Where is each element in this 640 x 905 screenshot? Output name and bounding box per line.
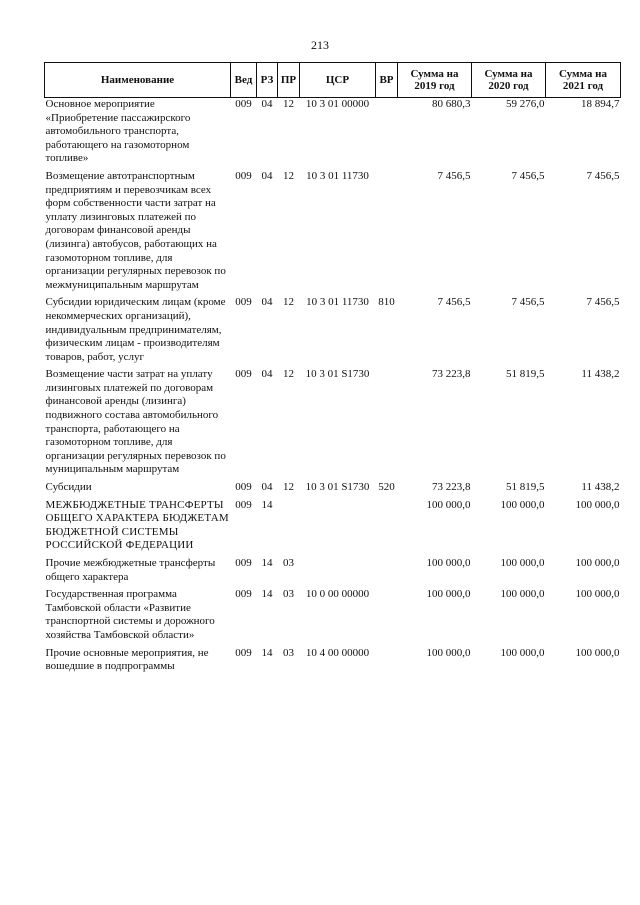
row-sum-2021: 100 000,0	[575, 646, 620, 659]
row-name: Субсидии	[45, 481, 92, 494]
row-ved: 009	[235, 557, 252, 569]
row-rz: 14	[261, 646, 273, 659]
table-row	[45, 481, 621, 499]
row-pr: 12	[283, 98, 294, 110]
row-sum-2021: 100 000,0	[575, 588, 620, 601]
row-rz: 14	[261, 588, 273, 601]
row-rz: 04	[261, 98, 273, 110]
table-header-row	[45, 63, 621, 98]
table-row	[45, 647, 621, 678]
row-sum-2019: 7 456,5	[437, 169, 471, 182]
row-sum-2019: 100 000,0	[426, 588, 471, 601]
row-name: Государственная программа Тамбовской области «Развитие транспортной системы и дорожного хозяйства Тамбовской области»	[45, 588, 215, 641]
row-csr: 10 3 01 00000	[305, 98, 370, 110]
row-pr: 03	[283, 588, 294, 601]
row-csr	[300, 499, 376, 557]
row-vr: 520	[378, 481, 395, 494]
row-vr	[376, 557, 398, 588]
row-rz: 04	[261, 481, 273, 494]
row-vr	[376, 588, 398, 646]
row-name: Возмещение автотранспортным предприятиям и перевозчикам всех форм собственности части затрат на уплату лизинговых платежей по договорам финансовой аренды (лизинга) автобусов, работающих на газомоторном топливе, для организации регулярных перевозок по межмуниципальным маршрутам	[45, 169, 226, 291]
row-pr: 12	[283, 481, 294, 494]
table-row	[45, 98, 621, 170]
row-ved: 009	[235, 588, 252, 601]
table-row	[45, 296, 621, 368]
row-ved: 009	[235, 169, 252, 182]
row-sum-2020: 7 456,5	[511, 169, 545, 182]
row-sum-2019: 100 000,0	[426, 498, 471, 511]
row-ved: 009	[235, 498, 252, 511]
row-rz: 04	[261, 368, 273, 381]
row-sum-2021: 100 000,0	[575, 498, 620, 511]
row-name: Прочие основные мероприятия, не вошедшие в подпрограммы	[45, 646, 209, 673]
row-sum-2020: 100 000,0	[500, 498, 545, 511]
row-sum-2020: 59 276,0	[506, 98, 545, 110]
row-rz: 14	[261, 557, 273, 569]
row-sum-2019: 80 680,3	[432, 98, 471, 110]
budget-table	[44, 62, 621, 678]
header-sum-2020: Сумма на 2020 год	[472, 63, 546, 98]
row-rz: 14	[261, 498, 273, 511]
row-pr: 12	[283, 296, 294, 309]
row-ved: 009	[235, 646, 252, 659]
row-ved: 009	[235, 368, 252, 381]
row-ved: 009	[235, 98, 252, 110]
row-vr	[376, 499, 398, 557]
row-sum-2019: 100 000,0	[426, 557, 471, 569]
row-sum-2021: 7 456,5	[586, 169, 620, 182]
header-vr: ВР	[376, 63, 398, 98]
row-csr	[300, 557, 376, 588]
header-name: Наименование	[45, 63, 231, 98]
row-rz: 04	[261, 169, 273, 182]
row-pr	[278, 499, 300, 557]
header-csr: ЦСР	[300, 63, 376, 98]
row-pr: 12	[283, 368, 294, 381]
row-sum-2021: 18 894,7	[581, 98, 620, 110]
row-sum-2019: 73 223,8	[432, 368, 471, 381]
row-sum-2020: 51 819,5	[506, 481, 545, 494]
row-ved: 009	[235, 481, 252, 494]
row-vr: 810	[378, 296, 395, 309]
row-sum-2019: 7 456,5	[437, 296, 471, 309]
row-csr: 10 3 01 11730	[306, 169, 369, 182]
row-sum-2021: 100 000,0	[575, 557, 620, 569]
page-number: 213	[311, 38, 329, 52]
header-ved: Вед	[231, 63, 257, 98]
table-row	[45, 499, 621, 557]
row-csr: 10 3 01 S1730	[305, 368, 370, 381]
row-sum-2020: 100 000,0	[500, 646, 545, 659]
row-name: Прочие межбюджетные трансферты общего характера	[45, 557, 216, 583]
row-rz: 04	[261, 296, 273, 309]
table-row	[45, 368, 621, 481]
row-sum-2021: 11 438,2	[581, 481, 620, 494]
row-vr	[376, 647, 398, 678]
row-csr: 10 0 00 00000	[305, 588, 370, 601]
row-name: Возмещение части затрат на уплату лизинговых платежей по договорам финансовой аренды (лизинга) подвижного состава автомобильного транспорта, работающего на газомоторном топливе, для организации регулярных перевозок по муниципальным маршрутам	[45, 368, 226, 476]
row-vr	[376, 368, 398, 481]
header-rz: РЗ	[257, 63, 278, 98]
header-sum-2019: Сумма на 2019 год	[398, 63, 472, 98]
row-ved: 009	[235, 296, 252, 309]
row-name: МЕЖБЮДЖЕТНЫЕ ТРАНСФЕРТЫ ОБЩЕГО ХАРАКТЕРА БЮДЖЕТАМ БЮДЖЕТНОЙ СИСТЕМЫ РОССИЙСКОЙ ФЕДЕРАЦИИ	[45, 498, 229, 552]
row-sum-2020: 51 819,5	[506, 368, 545, 381]
row-pr: 12	[283, 169, 294, 182]
row-sum-2019: 73 223,8	[432, 481, 471, 494]
row-pr: 03	[283, 646, 294, 659]
row-sum-2021: 7 456,5	[586, 296, 620, 309]
row-csr: 10 3 01 11730	[306, 296, 369, 309]
row-sum-2020: 100 000,0	[500, 588, 545, 601]
table-row	[45, 170, 621, 296]
header-pr: ПР	[278, 63, 300, 98]
row-sum-2019: 100 000,0	[426, 646, 471, 659]
row-sum-2021: 11 438,2	[581, 368, 620, 381]
row-sum-2020: 7 456,5	[511, 296, 545, 309]
row-csr: 10 4 00 00000	[305, 646, 370, 659]
row-name: Основное мероприятие «Приобретение пассажирского автомобильного транспорта, работающего на газомоторном топливе»	[45, 98, 191, 165]
header-sum-2021: Сумма на 2021 год	[546, 63, 621, 98]
row-sum-2020: 100 000,0	[500, 557, 545, 569]
row-vr	[376, 98, 398, 170]
row-pr: 03	[283, 557, 294, 569]
table-row	[45, 557, 621, 588]
row-csr: 10 3 01 S1730	[305, 481, 370, 494]
row-name: Субсидии юридическим лицам (кроме некоммерческих организаций), индивидуальным предпринимателям, физическим лицам - производителям товаров, работ, услуг	[45, 296, 226, 363]
row-vr	[376, 170, 398, 296]
table-row	[45, 588, 621, 646]
